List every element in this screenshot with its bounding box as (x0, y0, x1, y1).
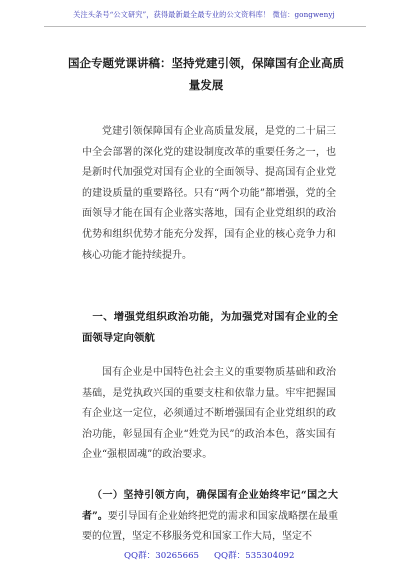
footer (0, 549, 408, 563)
footer-qq-group-2: QQ群：535304092 (214, 551, 295, 561)
footer-qq-group-1: QQ群：30265665 (124, 551, 200, 561)
intro-paragraph: 党建引领保障国有企业高质量发展，是党的二十届三中全会部署的深化党的建设制度改革的重要任务之一，也是新时代加强党对国有企业的全面领导、提高国有企业党的建设质量的重要路径。只有“两个功能”都增强，党的全面领导才能在国有企业落实落地，国有企业党组织的政治优势和组织优势才能充分发挥，国有企业的核心竞争力和核心功能才能持续提升。 (82, 126, 336, 261)
subsection-1-paragraph (82, 486, 338, 548)
header-divider (44, 26, 366, 27)
subsection-1-text: 要引导国有企业始终把党的需求和国家战略摆在最重要的位置，坚定不移服务党和国家工作大局，坚定不 (82, 510, 338, 543)
section-1-heading: 一、增强党组织政治功能，为加强党对国有企业的全面领导定向领航 (82, 311, 338, 344)
section-1-paragraph: 国有企业是中国特色社会主义的重要物质基础和政治基础，是党执政兴国的重要支柱和依靠力量。牢牢把握国有企业这一定位，必须通过不断增强国有企业党组织的政治功能，彰显国有企业“姓党为民”的政治本色，落实国有企业“强根固魂”的政治要求。 (82, 367, 336, 461)
subsection-1-heading: （一）坚持引领方向，确保国有企业始终牢记“国之大者”。 (82, 490, 338, 522)
top-notice: 关注头条号“公文研究”，获得最新最全最专业的公文资料库！ 微信：gongwenyj (73, 10, 335, 19)
document-title: 国企专题党课讲稿：坚持党建引领，保障国有企业高质量发展 (68, 56, 344, 92)
